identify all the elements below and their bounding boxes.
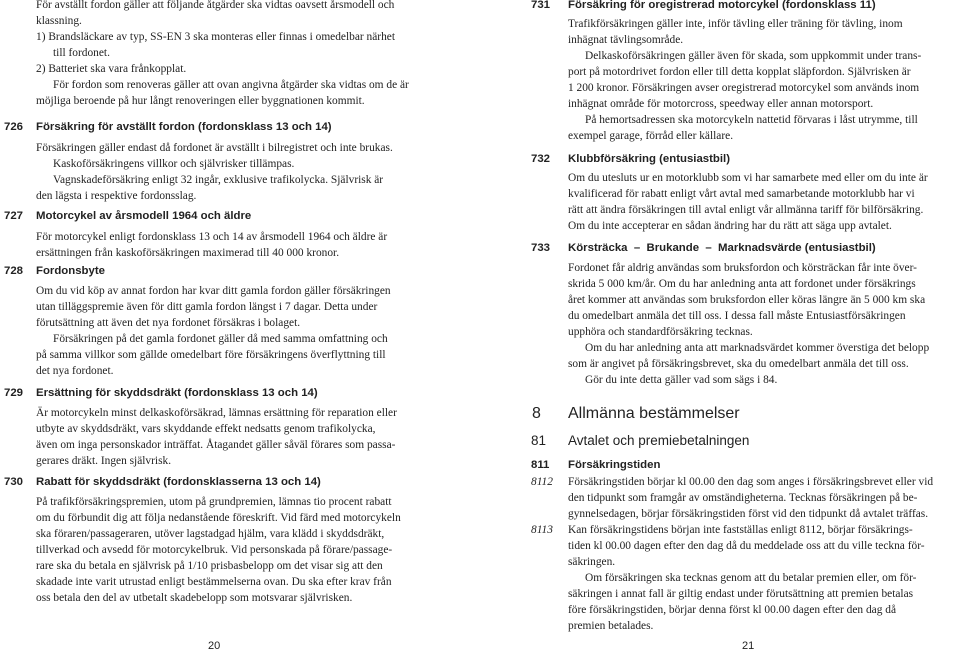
text-line: till fordonet. [53,47,110,59]
page-number: 21 [742,640,755,652]
section-title-728: Fordonsbyte [36,265,105,277]
text-line: möjliga beroende på hur långt renoveringen eller byggnationen kommit. [36,95,365,107]
text-line: För avställt fordon gäller att följande åtgärder ska vidtas oavsett årsmodell och [36,0,395,11]
text-line: skrida 5 000 km/år. Om du har anledning anta att fordonet under försäkrings [568,278,916,290]
section-title-727: Motorcykel av årsmodell 1964 och äldre [36,210,252,222]
intro-paragraph [36,0,409,109]
section-body-727 [36,229,387,261]
text-line: utan tilläggspremie även för ditt gamla fordon längst i 7 dagar. Detta under [36,301,378,313]
section-number-729: 729 [4,387,24,399]
text-line: den tidpunkt som framgår av omständigheterna. Tecknas försäkringen på be- [568,492,918,504]
text-line: inhägnat tävlingsområde. [568,34,684,46]
text-line: 2) Batteriet ska vara frånkopplat. [36,63,187,75]
section-body-731 [568,16,921,144]
section-title-726: Försäkring för avställt fordon (fordonsklass 13 och 14) [36,121,332,133]
text-line: gynnelsedagen, börjar försäkringstiden först vid den tidpunkt då avtalet träffas. [568,508,929,520]
text-line: på samma villkor som gällde omedelbart före försäkringens överflyttning till [36,349,386,361]
text-line: inhägnat område för motorcross, speedway eller annan motorsport. [568,98,874,110]
section-title-729: Ersättning för skyddsdräkt (fordonsklass 13 och 14) [36,387,318,399]
section-number-726: 726 [4,121,24,133]
text-line: ska föraren/passageraren, utöver lagstadgad hjälm, vara klädd i skyddsdräkt, [36,528,385,540]
text-line: upphöra och standardförsäkring tecknas. [568,326,753,338]
section-body-733 [568,260,929,388]
text-line: kvalificerad för rabatt enligt vårt avtal med samarbetande motorklubb har vi [568,188,915,200]
text-line: Kan försäkringstidens början inte fastställas enligt 8112, börjar försäkrings- [568,524,913,536]
chapter-number: 8 [532,405,541,422]
text-line: skadade inte varit utrustad enligt bestämmelserna ovan. Du ska efter krav från [36,576,392,588]
text-line: om du förbundit dig att följa nedanstående föreskrift. Vid färd med motorcykeln [36,512,401,524]
section-title-730: Rabatt för skyddsdräkt (fordonsklasserna 13 och 14) [36,476,321,488]
section-number-81: 81 [531,433,547,448]
chapter-title: Allmänna bestämmelser [568,405,740,422]
page-number: 20 [208,640,221,652]
text-line: ersättningen från kaskoförsäkringen maximerad till 40 000 kronor. [36,247,340,259]
text-line: oss betala den del av utbetalt skadebelopp som motsvarar självrisken. [36,592,353,604]
text-line: premien betalades. [568,620,654,632]
text-line: det nya fordonet. [36,365,114,377]
clause-body-8112 [568,474,933,522]
text-line: port på motordrivet fordon eller till detta kopplat släpfordon. Självrisken är [568,66,911,78]
text-line: tillverkad och avsedd för motorcykelbruk. Vid personskada på förare/passage- [36,544,393,556]
text-line: 1 200 kronor. Försäkringen avser oregistrerad motorcykel som används inom [568,82,920,94]
clause-number-8113: 8113 [531,524,553,536]
section-number-732: 732 [531,153,551,165]
right-page [480,0,960,656]
text-line: gerares dräkt. Ingen självrisk. [36,455,172,467]
section-body-728 [36,283,391,379]
text-line: som är angivet på försäkringsbrevet, ska du omedelbart anmäla det till oss. [568,358,909,370]
clause-number-8112: 8112 [531,476,553,488]
section-title-731: Försäkring för oregistrerad motorcykel (fordonsklass 11) [568,0,876,11]
section-title-733: Körsträcka – Brukande – Marknadsvärde (entusiastbil) [568,242,876,254]
text-line: före försäkringstiden, börjar denna först kl 00.00 dagen efter den dag då [568,604,896,616]
text-line: Fordonet får aldrig användas som bruksfordon och körsträckan får inte över- [568,262,917,274]
text-line: exempel garage, förråd eller källare. [568,130,734,142]
text-line: Om du vid köp av annat fordon har kvar ditt gamla fordon gäller försäkringen [36,285,391,297]
text-line: året kommer att användas som bruksfordon eller köras längre än 5 000 km ska [568,294,926,306]
text-line: rare ska du betala en självrisk på 1/10 prisbasbelopp om det visar sig att den [36,560,383,572]
text-line: säkringen i annat fall är giltig endast under förutsättning att premien betalas [568,588,914,600]
text-line: även om inga personskador inträffat. Åtagandet gäller såväl förares som passa- [36,439,396,451]
section-title-732: Klubbförsäkring (entusiastbil) [568,153,731,165]
section-title-81: Avtalet och premiebetalningen [568,433,750,448]
text-line: Om du inte accepterar en sådan ändring har du rätt att säga upp avtalet. [568,220,892,232]
section-body-729 [36,405,397,469]
section-number-730: 730 [4,476,24,488]
text-line: säkringen. [568,556,616,568]
text-line: rätt att ändra försäkringen till avtal enligt vår allmänna tariff för bilförsäkring. [568,204,924,216]
text-line: Försäkringen på det gamla fordonet gäller då med samma omfattning och [53,333,388,345]
text-line: Är motorcykeln minst delkaskoförsäkrad, lämnas ersättning för reparation eller [36,407,397,419]
section-number-811: 811 [531,459,550,471]
text-line: Trafikförsäkringen gäller inte, inför tävling eller träning för tävling, inom [568,18,903,30]
section-body-732 [568,170,928,234]
section-body-726 [36,140,393,204]
text-line: Om du har anledning anta att marknadsvärdet kommer överstiga det belopp [585,342,930,354]
section-number-733: 733 [531,242,551,254]
section-title-811: Försäkringstiden [568,459,661,471]
section-number-728: 728 [4,265,24,277]
text-line: förutsättning att även det nya fordonet försäkras i bolaget. [36,317,301,329]
text-line: den lägsta i respektive fordonsslag. [36,190,197,202]
text-line: Gör du inte detta gäller vad som sägs i 84. [585,374,778,386]
text-line: Om du utesluts ur en motorklubb som vi har samarbete med eller om du inte är [568,172,928,184]
text-line: För fordon som renoveras gäller att ovan angivna åtgärder ska vidtas om de är [53,79,409,91]
text-line: Kaskoförsäkringens villkor och självrisker tillämpas. [53,158,295,170]
text-line: Försäkringstiden börjar kl 00.00 den dag som anges i försäkringsbrevet eller vid [568,476,934,488]
clause-body-8113 [568,522,925,634]
text-line: Delkaskoförsäkringen gäller även för skada, som uppkommit under trans- [585,50,922,62]
text-line: utbyte av skyddsdräkt, vars skyddande effekt nedsatts genom trafikolycka, [36,423,376,435]
text-line: På hemortsadressen ska motorcykeln nattetid förvaras i låst utrymme, till [585,114,918,126]
section-body-730 [36,494,401,606]
section-number-731: 731 [531,0,551,11]
text-line: Om försäkringen ska tecknas genom att du betalar premien eller, om för- [585,572,917,584]
text-line: Försäkringen gäller endast då fordonet är avställt i bilregistret och inte brukas. [36,142,393,154]
text-line: tiden kl 00.00 dagen efter den dag då du meddelade oss att du ville teckna för- [568,540,925,552]
section-number-727: 727 [4,210,24,222]
text-line: du omedelbart anmäla det till oss. I dessa fall måste Entusiastförsäkringen [568,310,906,322]
text-line: För motorcykel enligt fordonsklass 13 och 14 av årsmodell 1964 och äldre är [36,231,388,243]
text-line: klassning. [36,15,82,27]
text-line: Vagnskadeförsäkring enligt 32 ingår, exklusive trafikolycka. Självrisk är [53,174,384,186]
text-line: 1) Brandsläckare av typ, SS-EN 3 ska monteras eller finnas i omedelbar närhet [36,31,396,43]
text-line: På trafikförsäkringspremien, utom på grundpremien, lämnas tio procent rabatt [36,496,392,508]
